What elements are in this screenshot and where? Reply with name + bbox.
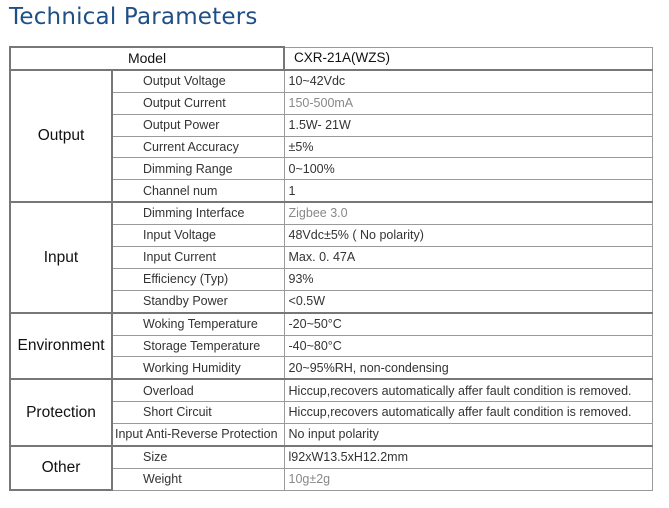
group-protection: Protection: [10, 379, 112, 446]
param-weight: Weight: [112, 468, 284, 490]
value-input-voltage: 48Vdc±5% ( No polarity): [284, 225, 652, 247]
group-other: Other: [10, 446, 112, 490]
value-output-voltage: 10~42Vdc: [284, 70, 652, 92]
value-storage-temperature: -40~80°C: [284, 335, 652, 357]
value-standby-power: <0.5W: [284, 290, 652, 312]
param-channel-num: Channel num: [112, 180, 284, 202]
value-weight: 10g±2g: [284, 468, 652, 490]
param-working-humidity: Working Humidity: [112, 357, 284, 379]
group-environment: Environment: [10, 313, 112, 380]
group-input: Input: [10, 202, 112, 312]
table-row: [10, 202, 652, 224]
table-row: [10, 313, 652, 335]
param-short-circuit: Short Circuit: [112, 402, 284, 424]
param-input-current: Input Current: [112, 247, 284, 269]
param-output-current: Output Current: [112, 92, 284, 114]
param-current-accuracy: Current Accuracy: [112, 136, 284, 158]
param-input-voltage: Input Voltage: [112, 225, 284, 247]
model-row: [10, 47, 652, 70]
table-row: [10, 446, 652, 468]
value-working-humidity: 20~95%RH, non-condensing: [284, 357, 652, 379]
value-size: l92xW13.5xH12.2mm: [284, 446, 652, 468]
value-short-circuit: Hiccup,recovers automatically affer fault condition is removed.: [284, 402, 652, 424]
spec-table: [9, 46, 653, 491]
param-efficiency: Efficiency (Typ): [112, 268, 284, 290]
param-size: Size: [112, 446, 284, 468]
value-input-current: Max. 0. 47A: [284, 247, 652, 269]
param-output-power: Output Power: [112, 114, 284, 136]
model-value: CXR-21A(WZS): [284, 47, 652, 70]
value-overload: Hiccup,recovers automatically affer fault condition is removed.: [284, 379, 652, 401]
value-dimming-interface: Zigbee 3.0: [284, 202, 652, 224]
value-current-accuracy: ±5%: [284, 136, 652, 158]
param-storage-temperature: Storage Temperature: [112, 335, 284, 357]
group-output: Output: [10, 70, 112, 202]
param-dimming-range: Dimming Range: [112, 158, 284, 180]
table-row: [10, 379, 652, 401]
param-dimming-interface: Dimming Interface: [112, 202, 284, 224]
value-output-current: 150-500mA: [284, 92, 652, 114]
value-output-power: 1.5W- 21W: [284, 114, 652, 136]
value-working-temperature: -20~50°C: [284, 313, 652, 335]
page-title: Technical Parameters: [9, 4, 258, 30]
value-anti-reverse: No input polarity: [284, 424, 652, 446]
value-efficiency: 93%: [284, 268, 652, 290]
value-channel-num: 1: [284, 180, 652, 202]
param-anti-reverse: Input Anti-Reverse Protection: [112, 424, 284, 446]
param-overload: Overload: [112, 379, 284, 401]
table-row: [10, 70, 652, 92]
param-working-temperature: Woking Temperature: [112, 313, 284, 335]
param-standby-power: Standby Power: [112, 290, 284, 312]
value-dimming-range: 0~100%: [284, 158, 652, 180]
param-output-voltage: Output Voltage: [112, 70, 284, 92]
model-label: Model: [10, 47, 284, 70]
